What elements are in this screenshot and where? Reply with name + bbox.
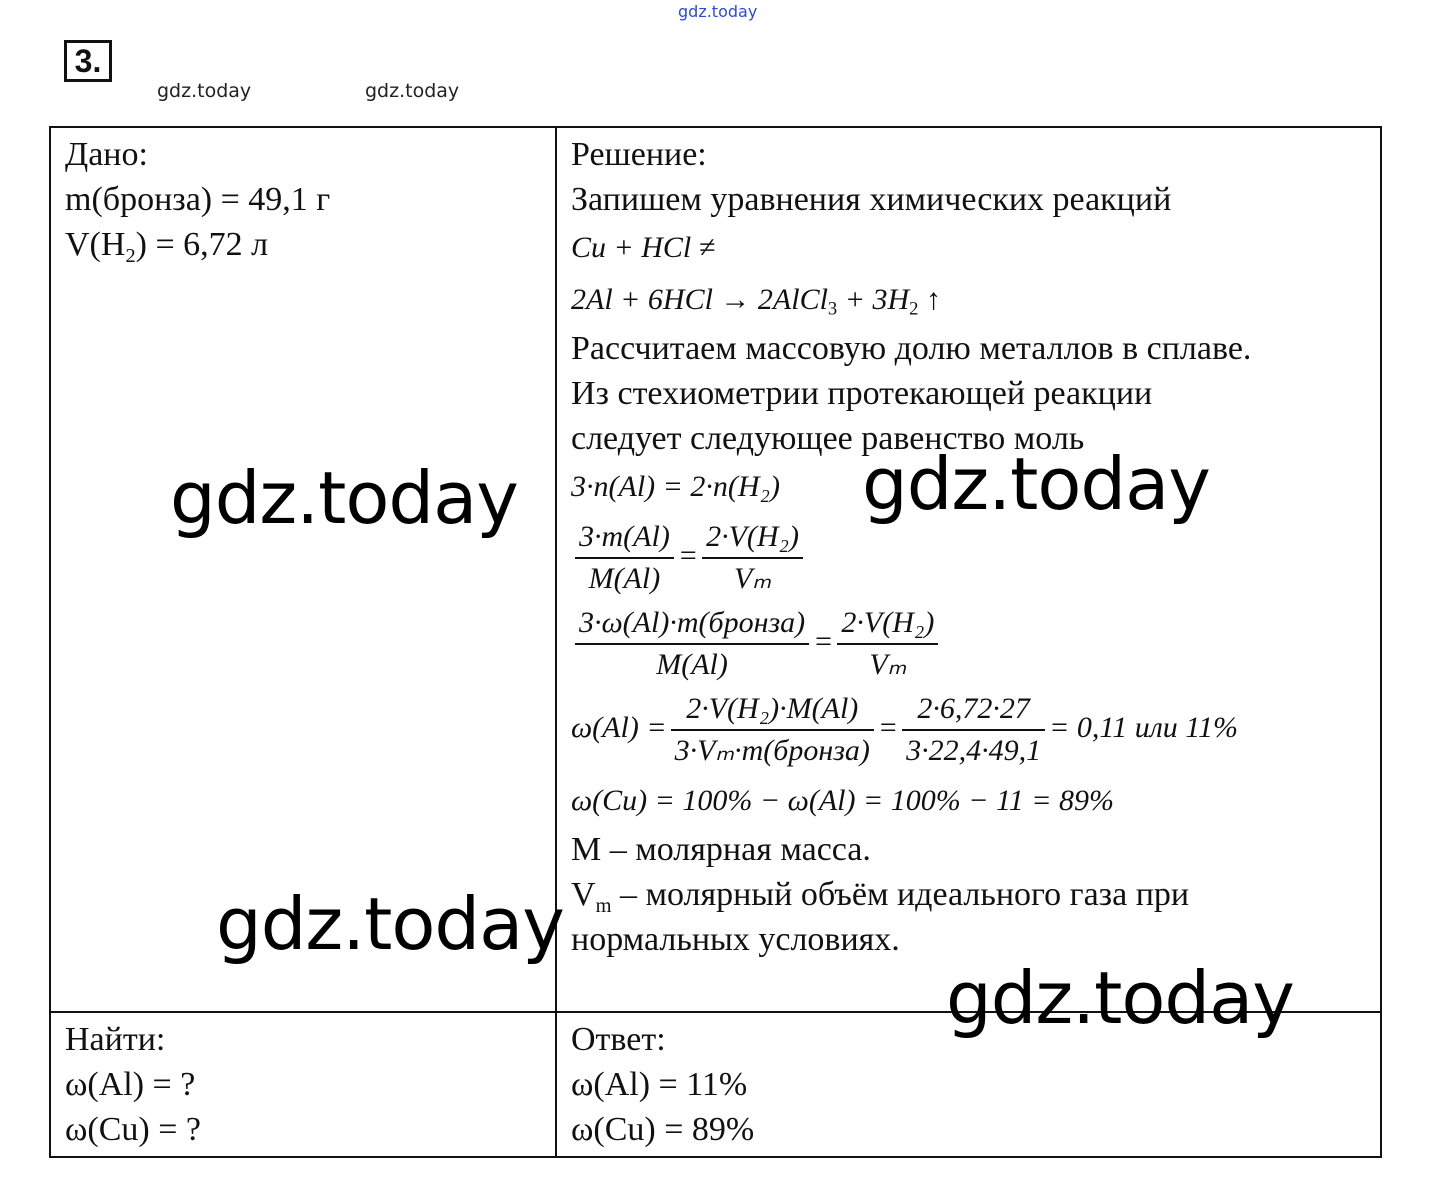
find-omega-al: ω(Al) = ?: [65, 1066, 196, 1103]
reaction-2: 2Al + 6HCl → 2AlCl$_3$ + $3H_2$ ↑: [571, 283, 941, 320]
solution-cell: [556, 127, 1381, 1012]
reaction-1: Cu + HCl ≠: [571, 231, 716, 264]
solution-text-3: следует следующее равенство моль: [571, 420, 1085, 457]
formula-mass-ratio: $\frac{3\cdot m(Al)}{M(Al)}$ = $\frac{\text{2·V(H₂)}}{\text{Vₘ}}$: [571, 517, 1366, 599]
task-number: 3.: [64, 40, 112, 82]
watermark-large: gdz.today: [216, 882, 564, 966]
find-cell: [50, 1012, 556, 1157]
note-molar-mass: M – молярная масса.: [571, 831, 871, 868]
watermark-small: gdz.today: [365, 80, 460, 102]
formula-omega-al: ω(Al) = $\frac{\text{2·V(H₂)·M(Al)}}{\text{3·Vₘ·m(бронза)}}$ = $\frac{2\cdot 6,72\cdot 27}{3\cdot 22,4\cdot 49,1}$ = 0,11 или 11%: [571, 689, 1366, 771]
solution-text-1: Рассчитаем массовую долю металлов в сплаве.: [571, 330, 1252, 367]
formula-omega-cu: ω(Cu) = 100% − ω(Al) = 100% − 11 = 89%: [571, 784, 1114, 817]
watermark-large: gdz.today: [862, 442, 1210, 526]
solution-heading: Решение:: [571, 136, 707, 173]
note-molar-volume: $V_m$ – молярный объём идеального газа при: [571, 876, 1190, 918]
formula-mole-ratio: 3·n(Al) = 2·n(H₂): [571, 470, 780, 503]
watermark-small: gdz.today: [157, 80, 252, 102]
watermark-top: gdz.today: [678, 2, 758, 21]
watermark-large: gdz.today: [946, 956, 1294, 1040]
solution-intro: Запишем уравнения химических реакций: [571, 181, 1172, 218]
formula-fraction-ratio: $\frac{\text{3·ω(Al)·m(бронза)}}{M(Al)}$ = $\frac{\text{2·V(H₂)}}{\text{Vₘ}}$: [571, 603, 1366, 685]
solution-text-2: Из стехиометрии протекающей реакции: [571, 375, 1153, 412]
answer-heading: Ответ:: [571, 1021, 666, 1058]
given-mass: m(бронза) = 49,1 г: [65, 181, 331, 218]
answer-omega-al: ω(Al) = 11%: [571, 1066, 748, 1103]
find-heading: Найти:: [65, 1021, 166, 1058]
answer-omega-cu: ω(Cu) = 89%: [571, 1111, 755, 1148]
given-heading: Дано:: [65, 136, 148, 173]
find-omega-cu: ω(Cu) = ?: [65, 1111, 201, 1148]
watermark-large: gdz.today: [170, 456, 518, 540]
given-volume: $V(H_2) = 6,72$ л: [65, 226, 269, 268]
note-normal-conditions: нормальных условиях.: [571, 921, 900, 958]
table-row: [50, 127, 1381, 1012]
given-cell: [50, 127, 556, 1012]
